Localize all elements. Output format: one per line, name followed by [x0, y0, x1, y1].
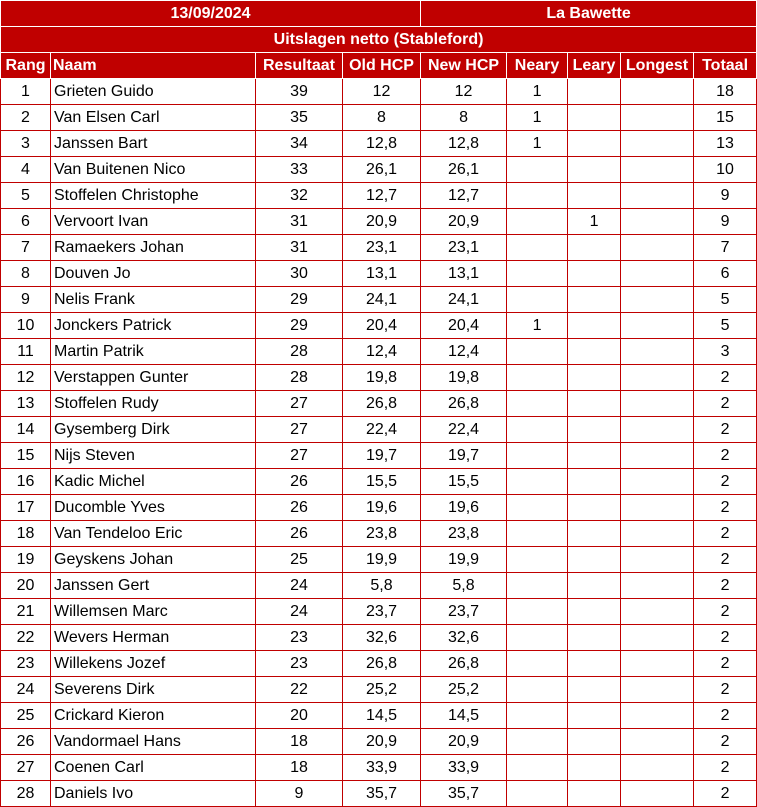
column-header-longest: Longest — [621, 53, 694, 79]
cell-old-hcp: 35,7 — [343, 781, 421, 807]
cell-naam: Willekens Jozef — [51, 651, 256, 677]
cell-neary — [507, 495, 568, 521]
cell-old-hcp: 15,5 — [343, 469, 421, 495]
table-row — [1, 391, 757, 417]
cell-leary — [568, 547, 621, 573]
cell-longest — [621, 235, 694, 261]
cell-neary — [507, 729, 568, 755]
cell-totaal: 5 — [694, 313, 757, 339]
cell-neary — [507, 651, 568, 677]
cell-naam: Stoffelen Rudy — [51, 391, 256, 417]
cell-resultaat: 28 — [256, 339, 343, 365]
cell-new-hcp: 26,8 — [421, 391, 507, 417]
cell-resultaat: 23 — [256, 651, 343, 677]
cell-rang: 8 — [1, 261, 51, 287]
table-row — [1, 573, 757, 599]
cell-resultaat: 32 — [256, 183, 343, 209]
column-header-row — [1, 53, 757, 79]
cell-longest — [621, 781, 694, 807]
cell-longest — [621, 209, 694, 235]
cell-new-hcp: 8 — [421, 105, 507, 131]
table-row — [1, 443, 757, 469]
cell-neary — [507, 755, 568, 781]
cell-longest — [621, 105, 694, 131]
cell-neary — [507, 339, 568, 365]
cell-naam: Crickard Kieron — [51, 703, 256, 729]
cell-neary: 1 — [507, 105, 568, 131]
cell-longest — [621, 625, 694, 651]
table-row — [1, 365, 757, 391]
cell-leary — [568, 677, 621, 703]
column-header-leary: Leary — [568, 53, 621, 79]
cell-naam: Douven Jo — [51, 261, 256, 287]
cell-new-hcp: 12,4 — [421, 339, 507, 365]
cell-rang: 4 — [1, 157, 51, 183]
cell-neary — [507, 209, 568, 235]
cell-longest — [621, 573, 694, 599]
cell-resultaat: 33 — [256, 157, 343, 183]
cell-neary — [507, 417, 568, 443]
cell-new-hcp: 35,7 — [421, 781, 507, 807]
cell-totaal: 2 — [694, 755, 757, 781]
cell-leary — [568, 755, 621, 781]
cell-rang: 16 — [1, 469, 51, 495]
cell-new-hcp: 13,1 — [421, 261, 507, 287]
cell-longest — [621, 391, 694, 417]
cell-naam: Janssen Bart — [51, 131, 256, 157]
cell-longest — [621, 131, 694, 157]
cell-old-hcp: 32,6 — [343, 625, 421, 651]
cell-old-hcp: 23,7 — [343, 599, 421, 625]
cell-longest — [621, 443, 694, 469]
cell-leary — [568, 495, 621, 521]
cell-naam: Martin Patrik — [51, 339, 256, 365]
cell-resultaat: 9 — [256, 781, 343, 807]
cell-naam: Van Buitenen Nico — [51, 157, 256, 183]
cell-leary — [568, 105, 621, 131]
cell-naam: Willemsen Marc — [51, 599, 256, 625]
cell-rang: 26 — [1, 729, 51, 755]
cell-rang: 14 — [1, 417, 51, 443]
cell-old-hcp: 22,4 — [343, 417, 421, 443]
cell-neary — [507, 547, 568, 573]
cell-longest — [621, 547, 694, 573]
cell-leary — [568, 651, 621, 677]
column-header-resultaat: Resultaat — [256, 53, 343, 79]
cell-old-hcp: 26,8 — [343, 391, 421, 417]
cell-longest — [621, 183, 694, 209]
cell-rang: 28 — [1, 781, 51, 807]
cell-longest — [621, 521, 694, 547]
column-header-totaal: Totaal — [694, 53, 757, 79]
cell-neary — [507, 469, 568, 495]
cell-naam: Kadic Michel — [51, 469, 256, 495]
cell-new-hcp: 19,9 — [421, 547, 507, 573]
cell-old-hcp: 19,6 — [343, 495, 421, 521]
cell-old-hcp: 19,8 — [343, 365, 421, 391]
cell-totaal: 2 — [694, 417, 757, 443]
cell-rang: 3 — [1, 131, 51, 157]
cell-leary — [568, 443, 621, 469]
cell-neary — [507, 703, 568, 729]
cell-longest — [621, 313, 694, 339]
cell-longest — [621, 729, 694, 755]
cell-rang: 10 — [1, 313, 51, 339]
cell-old-hcp: 23,1 — [343, 235, 421, 261]
cell-rang: 25 — [1, 703, 51, 729]
cell-new-hcp: 22,4 — [421, 417, 507, 443]
column-header-neary: Neary — [507, 53, 568, 79]
cell-longest — [621, 365, 694, 391]
cell-old-hcp: 33,9 — [343, 755, 421, 781]
cell-resultaat: 30 — [256, 261, 343, 287]
cell-totaal: 5 — [694, 287, 757, 313]
cell-neary — [507, 677, 568, 703]
cell-neary — [507, 599, 568, 625]
cell-rang: 21 — [1, 599, 51, 625]
cell-rang: 18 — [1, 521, 51, 547]
cell-old-hcp: 20,4 — [343, 313, 421, 339]
cell-old-hcp: 14,5 — [343, 703, 421, 729]
table-row — [1, 79, 757, 105]
cell-resultaat: 27 — [256, 443, 343, 469]
cell-neary: 1 — [507, 131, 568, 157]
cell-new-hcp: 23,7 — [421, 599, 507, 625]
cell-resultaat: 28 — [256, 365, 343, 391]
cell-new-hcp: 19,7 — [421, 443, 507, 469]
cell-neary — [507, 157, 568, 183]
table-row — [1, 157, 757, 183]
cell-totaal: 2 — [694, 781, 757, 807]
table-row — [1, 703, 757, 729]
cell-naam: Nijs Steven — [51, 443, 256, 469]
cell-new-hcp: 15,5 — [421, 469, 507, 495]
cell-new-hcp: 20,9 — [421, 209, 507, 235]
cell-longest — [621, 261, 694, 287]
cell-leary — [568, 599, 621, 625]
cell-rang: 11 — [1, 339, 51, 365]
table-row — [1, 131, 757, 157]
cell-leary — [568, 573, 621, 599]
cell-leary — [568, 391, 621, 417]
table-row — [1, 677, 757, 703]
cell-totaal: 2 — [694, 599, 757, 625]
cell-neary — [507, 287, 568, 313]
table-row — [1, 495, 757, 521]
table-row — [1, 625, 757, 651]
cell-totaal: 9 — [694, 209, 757, 235]
cell-rang: 12 — [1, 365, 51, 391]
cell-naam: Wevers Herman — [51, 625, 256, 651]
column-header-new-hcp: New HCP — [421, 53, 507, 79]
cell-new-hcp: 26,8 — [421, 651, 507, 677]
results-subtitle: Uitslagen netto (Stableford) — [1, 27, 757, 53]
table-row — [1, 521, 757, 547]
table-row — [1, 235, 757, 261]
cell-naam: Geyskens Johan — [51, 547, 256, 573]
cell-rang: 5 — [1, 183, 51, 209]
cell-naam: Janssen Gert — [51, 573, 256, 599]
cell-leary — [568, 625, 621, 651]
cell-totaal: 9 — [694, 183, 757, 209]
cell-old-hcp: 20,9 — [343, 729, 421, 755]
cell-naam: Ducomble Yves — [51, 495, 256, 521]
cell-longest — [621, 677, 694, 703]
cell-leary — [568, 703, 621, 729]
subtitle-row — [1, 27, 757, 53]
title-row — [1, 1, 757, 27]
cell-resultaat: 34 — [256, 131, 343, 157]
cell-neary — [507, 365, 568, 391]
event-date: 13/09/2024 — [1, 1, 421, 27]
table-row — [1, 183, 757, 209]
cell-leary: 1 — [568, 209, 621, 235]
cell-leary — [568, 183, 621, 209]
cell-old-hcp: 19,9 — [343, 547, 421, 573]
cell-leary — [568, 261, 621, 287]
cell-neary — [507, 235, 568, 261]
cell-longest — [621, 339, 694, 365]
cell-resultaat: 22 — [256, 677, 343, 703]
cell-totaal: 15 — [694, 105, 757, 131]
cell-naam: Grieten Guido — [51, 79, 256, 105]
cell-rang: 15 — [1, 443, 51, 469]
cell-neary: 1 — [507, 313, 568, 339]
table-row — [1, 209, 757, 235]
cell-resultaat: 31 — [256, 235, 343, 261]
cell-rang: 9 — [1, 287, 51, 313]
table-row — [1, 547, 757, 573]
cell-totaal: 2 — [694, 625, 757, 651]
table-row — [1, 469, 757, 495]
column-header-old-hcp: Old HCP — [343, 53, 421, 79]
cell-longest — [621, 703, 694, 729]
cell-leary — [568, 469, 621, 495]
cell-naam: Jonckers Patrick — [51, 313, 256, 339]
cell-leary — [568, 339, 621, 365]
cell-naam: Nelis Frank — [51, 287, 256, 313]
cell-new-hcp: 26,1 — [421, 157, 507, 183]
cell-longest — [621, 79, 694, 105]
cell-old-hcp: 23,8 — [343, 521, 421, 547]
cell-neary — [507, 391, 568, 417]
cell-new-hcp: 24,1 — [421, 287, 507, 313]
cell-naam: Daniels Ivo — [51, 781, 256, 807]
cell-old-hcp: 8 — [343, 105, 421, 131]
cell-leary — [568, 521, 621, 547]
cell-resultaat: 26 — [256, 521, 343, 547]
cell-resultaat: 27 — [256, 417, 343, 443]
cell-totaal: 2 — [694, 521, 757, 547]
results-body — [1, 79, 757, 807]
cell-resultaat: 29 — [256, 313, 343, 339]
venue-name: La Bawette — [421, 1, 757, 27]
table-row — [1, 105, 757, 131]
cell-naam: Vandormael Hans — [51, 729, 256, 755]
cell-rang: 27 — [1, 755, 51, 781]
cell-old-hcp: 13,1 — [343, 261, 421, 287]
cell-longest — [621, 157, 694, 183]
cell-longest — [621, 651, 694, 677]
cell-totaal: 2 — [694, 443, 757, 469]
cell-naam: Verstappen Gunter — [51, 365, 256, 391]
cell-new-hcp: 32,6 — [421, 625, 507, 651]
cell-neary: 1 — [507, 79, 568, 105]
cell-longest — [621, 287, 694, 313]
column-header-naam: Naam — [51, 53, 256, 79]
cell-resultaat: 35 — [256, 105, 343, 131]
cell-old-hcp: 26,8 — [343, 651, 421, 677]
cell-totaal: 2 — [694, 677, 757, 703]
cell-rang: 6 — [1, 209, 51, 235]
cell-new-hcp: 12 — [421, 79, 507, 105]
cell-totaal: 13 — [694, 131, 757, 157]
cell-resultaat: 23 — [256, 625, 343, 651]
cell-new-hcp: 14,5 — [421, 703, 507, 729]
cell-totaal: 2 — [694, 729, 757, 755]
cell-rang: 7 — [1, 235, 51, 261]
cell-neary — [507, 183, 568, 209]
cell-naam: Gysemberg Dirk — [51, 417, 256, 443]
cell-rang: 17 — [1, 495, 51, 521]
cell-old-hcp: 19,7 — [343, 443, 421, 469]
cell-naam: Van Tendeloo Eric — [51, 521, 256, 547]
cell-old-hcp: 25,2 — [343, 677, 421, 703]
table-row — [1, 781, 757, 807]
table-row — [1, 261, 757, 287]
cell-totaal: 18 — [694, 79, 757, 105]
cell-leary — [568, 313, 621, 339]
cell-longest — [621, 469, 694, 495]
cell-resultaat: 24 — [256, 573, 343, 599]
cell-resultaat: 18 — [256, 755, 343, 781]
cell-resultaat: 20 — [256, 703, 343, 729]
cell-old-hcp: 20,9 — [343, 209, 421, 235]
cell-neary — [507, 261, 568, 287]
cell-naam: Van Elsen Carl — [51, 105, 256, 131]
cell-leary — [568, 729, 621, 755]
cell-leary — [568, 781, 621, 807]
cell-resultaat: 27 — [256, 391, 343, 417]
cell-old-hcp: 12,8 — [343, 131, 421, 157]
cell-neary — [507, 625, 568, 651]
table-row — [1, 651, 757, 677]
cell-leary — [568, 417, 621, 443]
cell-resultaat: 26 — [256, 469, 343, 495]
cell-new-hcp: 5,8 — [421, 573, 507, 599]
table-row — [1, 755, 757, 781]
cell-leary — [568, 157, 621, 183]
cell-leary — [568, 79, 621, 105]
cell-resultaat: 25 — [256, 547, 343, 573]
cell-totaal: 2 — [694, 391, 757, 417]
cell-new-hcp: 33,9 — [421, 755, 507, 781]
cell-resultaat: 24 — [256, 599, 343, 625]
cell-naam: Stoffelen Christophe — [51, 183, 256, 209]
cell-totaal: 2 — [694, 547, 757, 573]
cell-neary — [507, 443, 568, 469]
cell-rang: 23 — [1, 651, 51, 677]
cell-naam: Coenen Carl — [51, 755, 256, 781]
cell-new-hcp: 19,6 — [421, 495, 507, 521]
cell-totaal: 7 — [694, 235, 757, 261]
cell-rang: 19 — [1, 547, 51, 573]
cell-old-hcp: 12,4 — [343, 339, 421, 365]
cell-old-hcp: 12,7 — [343, 183, 421, 209]
cell-rang: 1 — [1, 79, 51, 105]
table-row — [1, 599, 757, 625]
cell-resultaat: 39 — [256, 79, 343, 105]
table-row — [1, 339, 757, 365]
cell-leary — [568, 235, 621, 261]
cell-resultaat: 29 — [256, 287, 343, 313]
cell-new-hcp: 20,4 — [421, 313, 507, 339]
cell-neary — [507, 573, 568, 599]
cell-totaal: 10 — [694, 157, 757, 183]
cell-neary — [507, 521, 568, 547]
table-row — [1, 417, 757, 443]
column-header-rang: Rang — [1, 53, 51, 79]
cell-totaal: 6 — [694, 261, 757, 287]
table-row — [1, 313, 757, 339]
cell-leary — [568, 287, 621, 313]
cell-totaal: 2 — [694, 651, 757, 677]
cell-rang: 20 — [1, 573, 51, 599]
cell-new-hcp: 20,9 — [421, 729, 507, 755]
cell-longest — [621, 599, 694, 625]
cell-new-hcp: 25,2 — [421, 677, 507, 703]
cell-new-hcp: 12,8 — [421, 131, 507, 157]
cell-totaal: 3 — [694, 339, 757, 365]
cell-longest — [621, 755, 694, 781]
cell-totaal: 2 — [694, 573, 757, 599]
cell-leary — [568, 131, 621, 157]
cell-old-hcp: 5,8 — [343, 573, 421, 599]
table-row — [1, 729, 757, 755]
cell-naam: Severens Dirk — [51, 677, 256, 703]
cell-new-hcp: 19,8 — [421, 365, 507, 391]
cell-naam: Vervoort Ivan — [51, 209, 256, 235]
cell-rang: 24 — [1, 677, 51, 703]
cell-new-hcp: 23,8 — [421, 521, 507, 547]
cell-totaal: 2 — [694, 365, 757, 391]
cell-new-hcp: 23,1 — [421, 235, 507, 261]
cell-rang: 2 — [1, 105, 51, 131]
cell-rang: 22 — [1, 625, 51, 651]
cell-totaal: 2 — [694, 703, 757, 729]
cell-neary — [507, 781, 568, 807]
cell-old-hcp: 26,1 — [343, 157, 421, 183]
cell-totaal: 2 — [694, 469, 757, 495]
cell-longest — [621, 417, 694, 443]
cell-totaal: 2 — [694, 495, 757, 521]
table-row — [1, 287, 757, 313]
cell-old-hcp: 24,1 — [343, 287, 421, 313]
cell-resultaat: 31 — [256, 209, 343, 235]
cell-old-hcp: 12 — [343, 79, 421, 105]
cell-leary — [568, 365, 621, 391]
cell-naam: Ramaekers Johan — [51, 235, 256, 261]
cell-longest — [621, 495, 694, 521]
cell-rang: 13 — [1, 391, 51, 417]
cell-resultaat: 18 — [256, 729, 343, 755]
cell-resultaat: 26 — [256, 495, 343, 521]
cell-new-hcp: 12,7 — [421, 183, 507, 209]
